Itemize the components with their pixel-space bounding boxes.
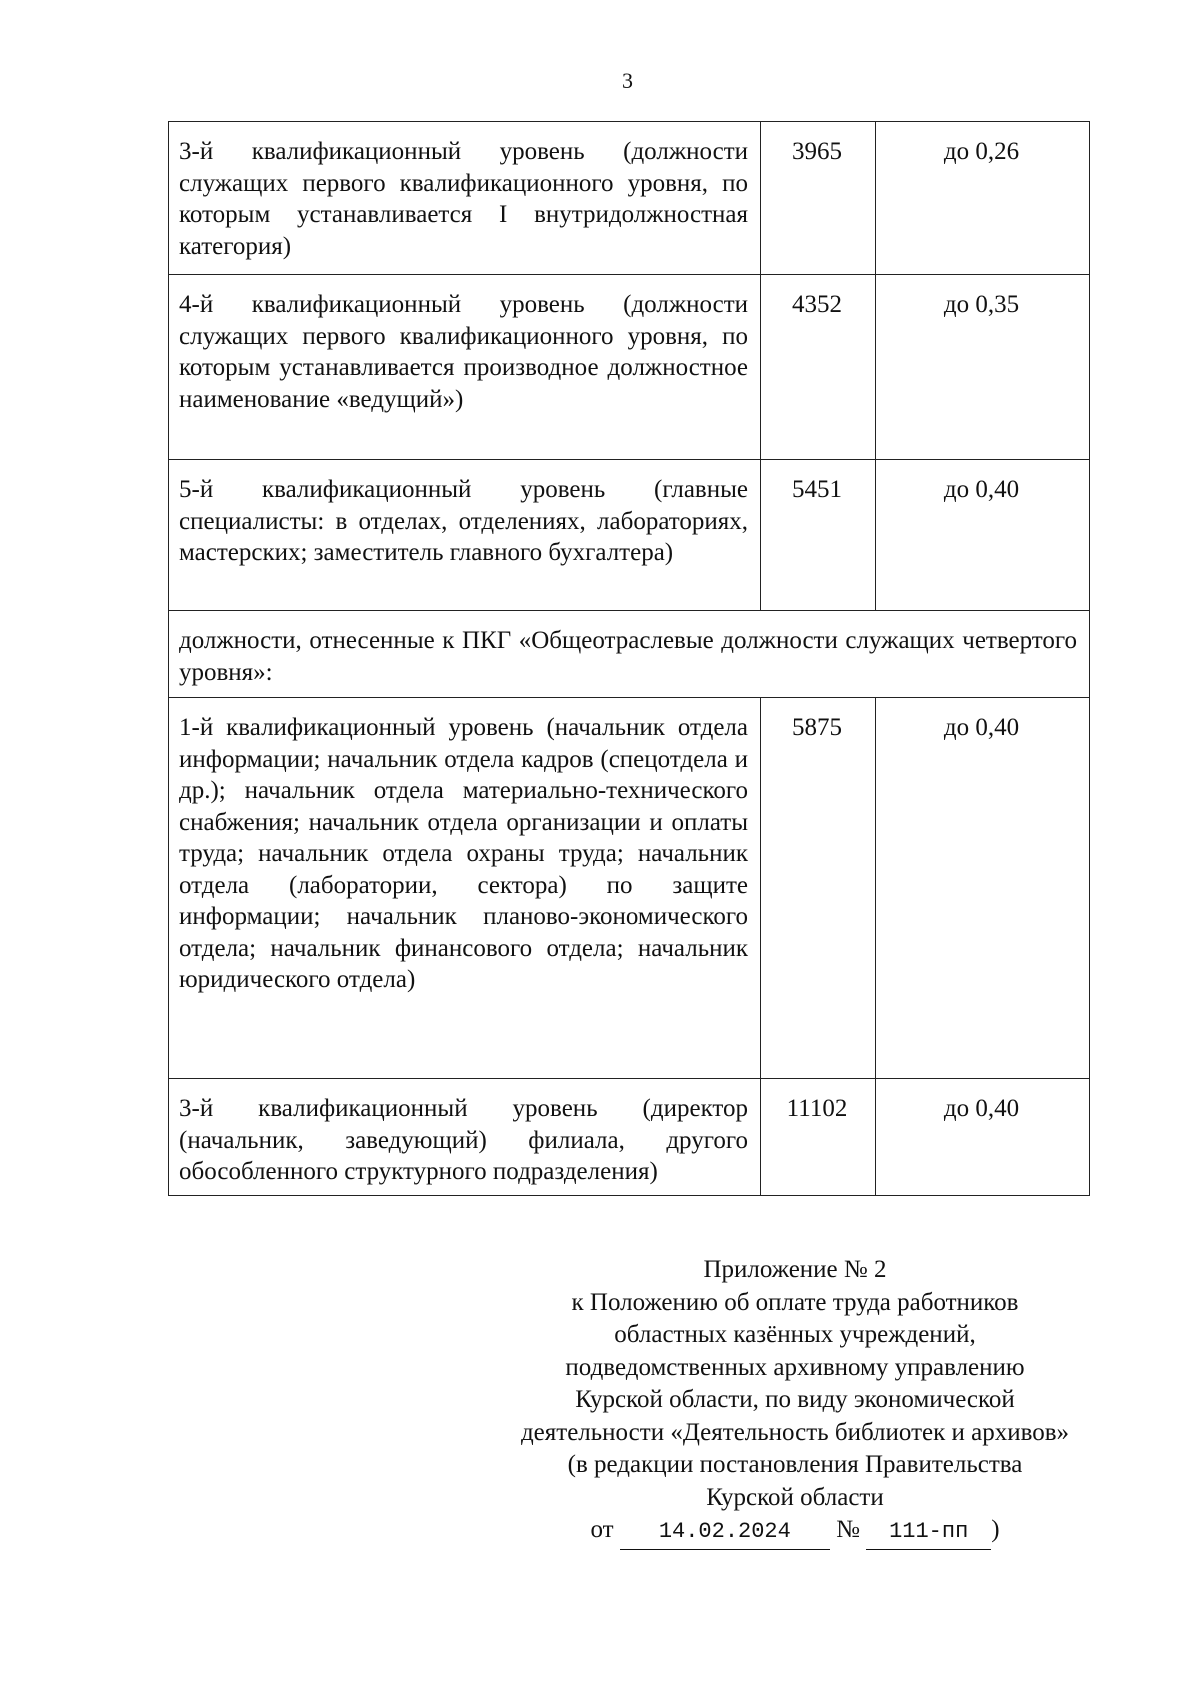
appendix-line: Курской области, по виду экономической: [575, 1386, 1015, 1413]
coefficient: до 0,26: [876, 122, 1090, 275]
table-row: [169, 460, 1090, 611]
position-name: 4-й квалификационный уровень (должности служащих первого квалификационного уровня, по которым устанавливается производное должностное наименование «ведущий»): [169, 275, 761, 460]
position-name: 1-й квалификационный уровень (начальник отдела информации; начальник отдела кадров (спецотдела и др.); начальник отдела материально-технического снабжения; начальник отдела организации и оплаты труда; начальник отдела охраны труда; начальник отдела (лаборатории, сектора) по защите информации; начальник планово-экономического отдела; начальник финансового отдела; начальник юридического отдела): [169, 698, 761, 1079]
coefficient: до 0,40: [876, 698, 1090, 1079]
appendix-line: подведомственных архивному управлению: [565, 1353, 1025, 1381]
table-row: [169, 698, 1090, 1079]
appendix-line: деятельности «Деятельность библиотек и архивов»: [520, 1418, 1070, 1446]
document-number: 111-пп: [866, 1516, 991, 1550]
base-salary: 5451: [761, 460, 876, 611]
coefficient: до 0,40: [876, 1079, 1090, 1196]
base-salary: 11102: [761, 1079, 876, 1196]
number-prefix: №: [836, 1516, 860, 1543]
base-salary: 3965: [761, 122, 876, 275]
appendix-title: Приложение № 2: [703, 1256, 887, 1283]
group-header: должности, отнесенные к ПКГ «Общеотраслевые должности служащих четвертого уровня»:: [169, 611, 1090, 698]
table-row: [169, 122, 1090, 275]
position-name: 3-й квалификационный уровень (директор (начальник, заведующий) филиала, другого обособленного структурного подразделения): [169, 1079, 761, 1196]
table-row: [169, 1079, 1090, 1196]
appendix-line: (в редакции постановления Правительства: [567, 1451, 1023, 1478]
appendix-line: областных казённых учреждений,: [614, 1321, 976, 1348]
document-date: 14.02.2024: [620, 1516, 830, 1550]
table-row: [169, 275, 1090, 460]
appendix-line: Курской области: [706, 1483, 884, 1511]
salary-table: [168, 121, 1090, 1196]
base-salary: 4352: [761, 275, 876, 460]
appendix-block: [470, 1254, 1120, 1550]
appendix-line: к Положению об оплате труда работников: [571, 1288, 1019, 1316]
date-prefix: от: [590, 1516, 614, 1543]
base-salary: 5875: [761, 698, 876, 1079]
appendix-date-line: [470, 1514, 1120, 1550]
position-name: 5-й квалификационный уровень (главные специалисты: в отделах, отделениях, лабораториях, мастерских; заместитель главного бухгалтера): [169, 460, 761, 611]
close-paren: ): [991, 1516, 1000, 1543]
group-header-row: [169, 611, 1090, 698]
position-name: 3-й квалификационный уровень (должности служащих первого квалификационного уровня, по которым устанавливается I внутридолжностная категория): [169, 122, 761, 275]
page-number: 3: [622, 68, 633, 93]
coefficient: до 0,35: [876, 275, 1090, 460]
coefficient: до 0,40: [876, 460, 1090, 611]
